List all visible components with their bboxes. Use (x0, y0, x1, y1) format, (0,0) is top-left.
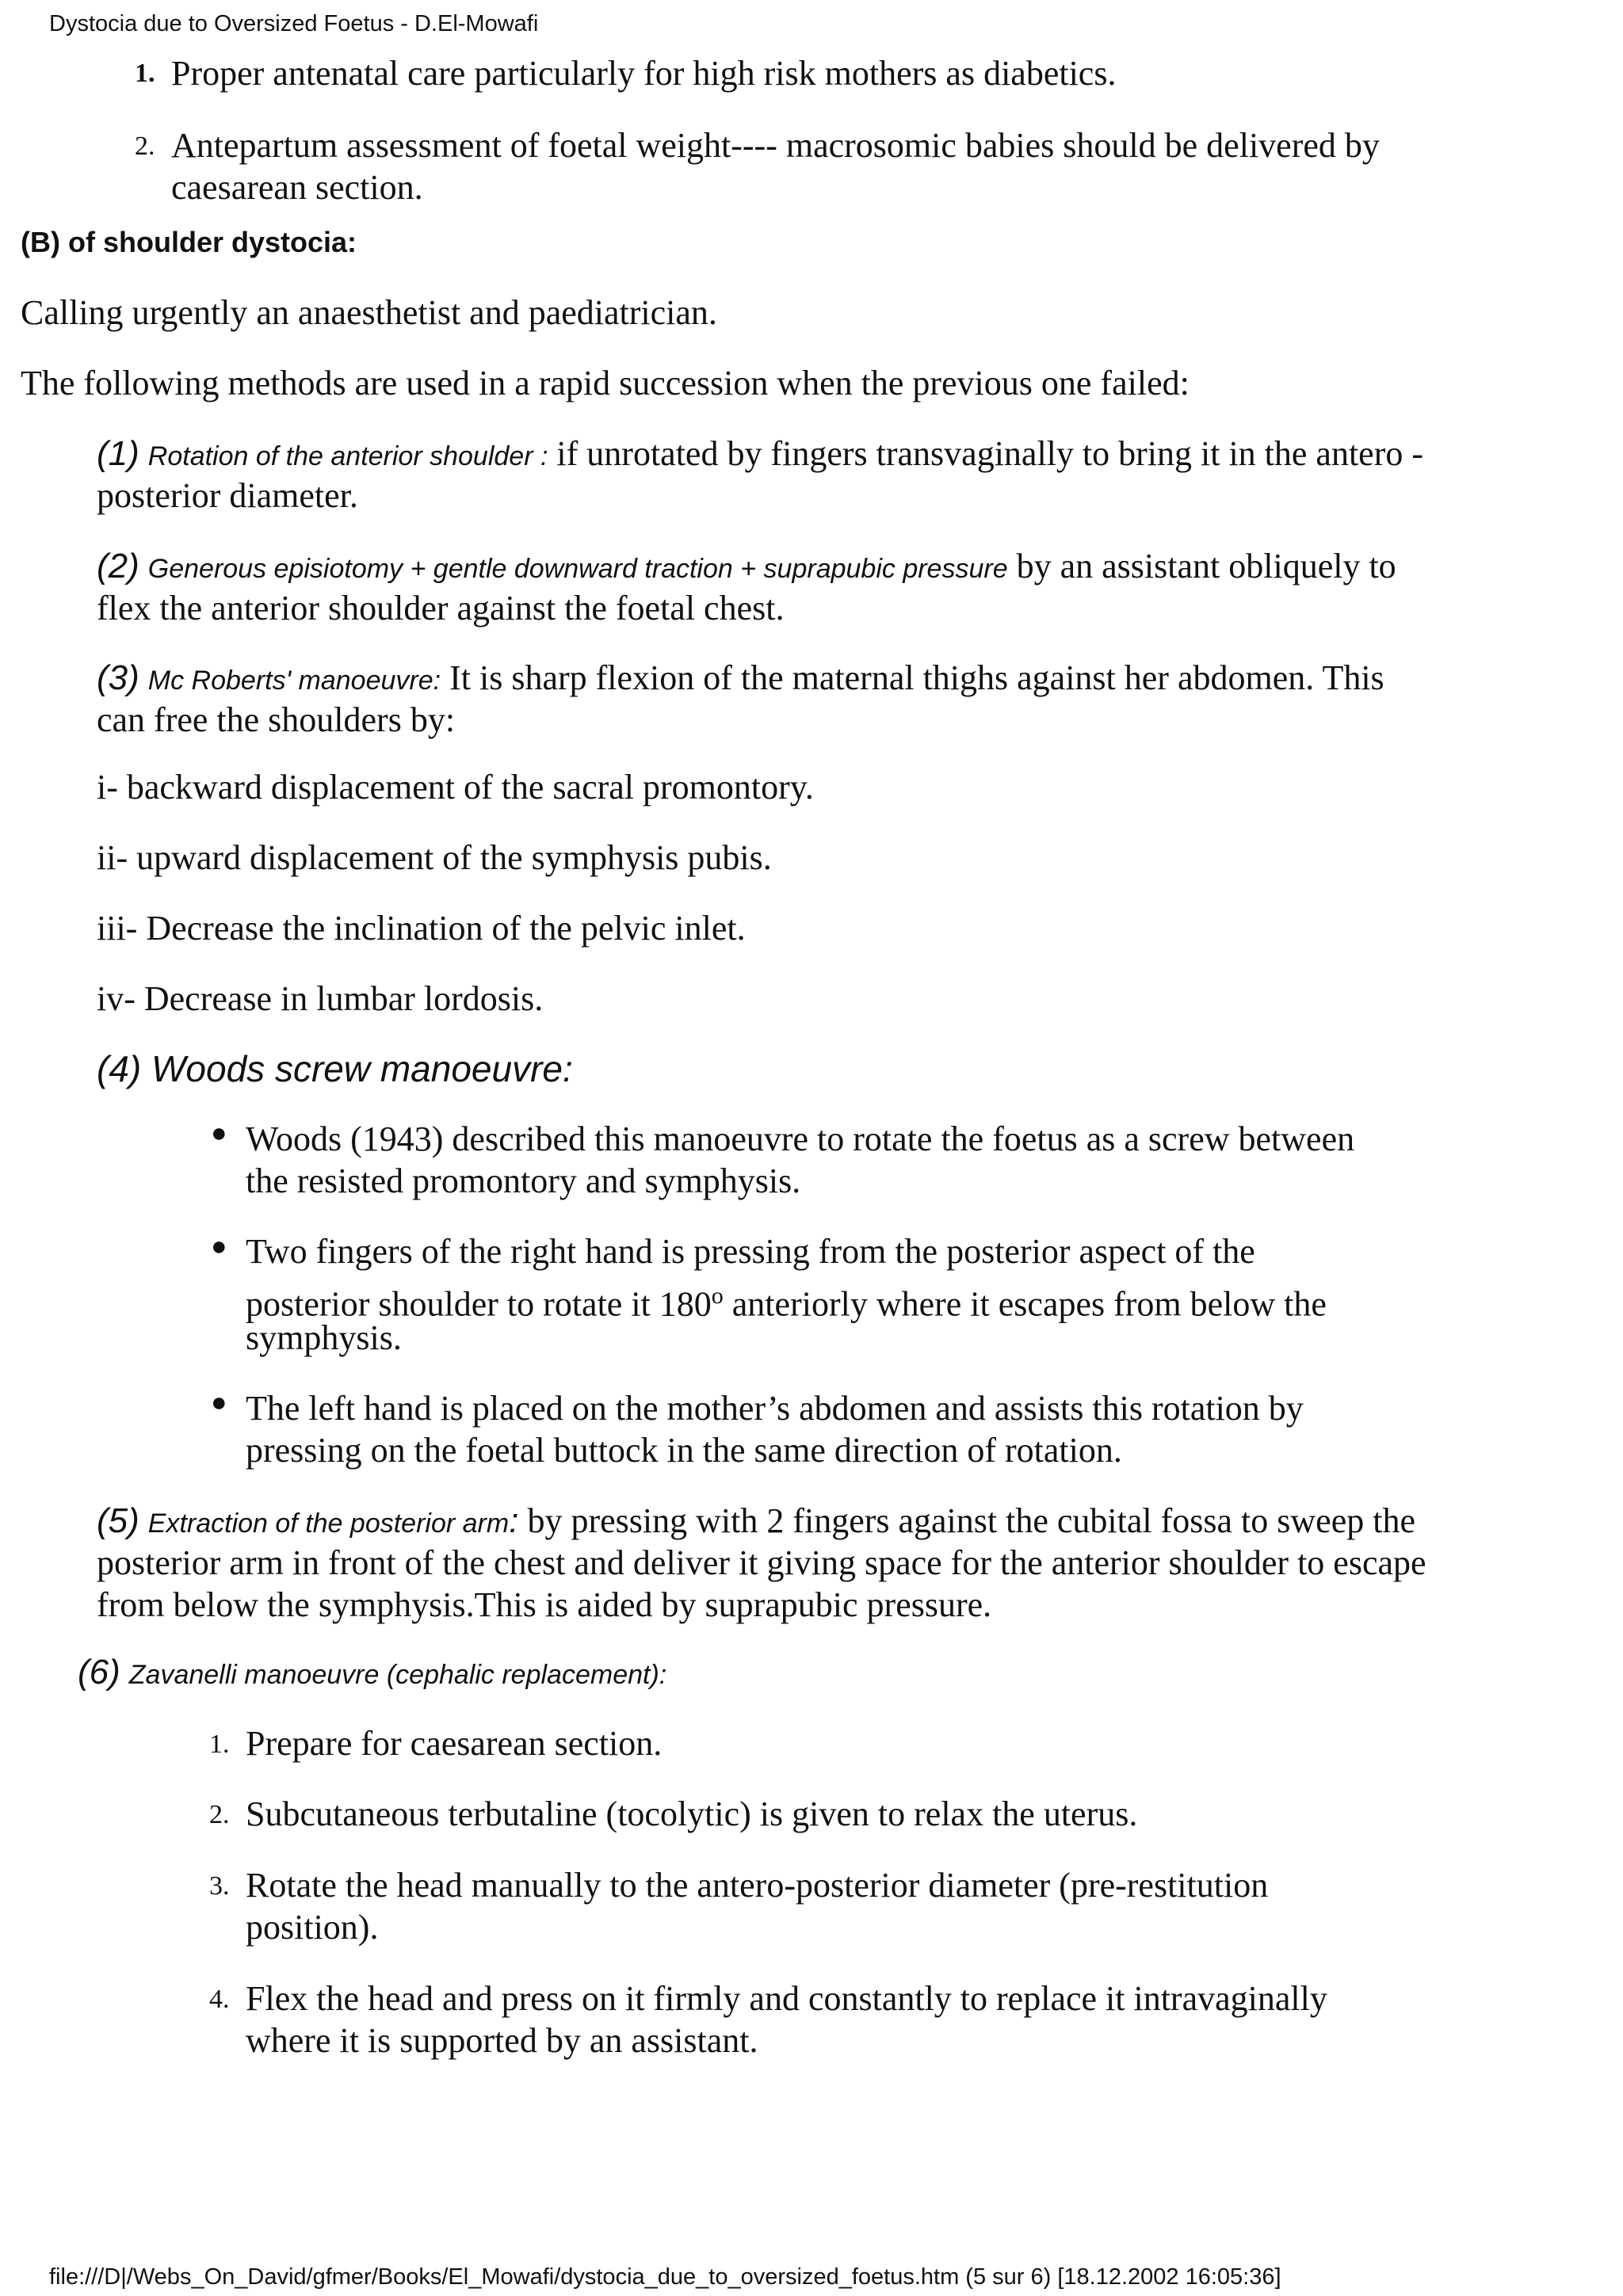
bullet-text: The left hand is placed on the mother’s abdomen and assists this rotation by (246, 1389, 1304, 1428)
list-number: 2. (135, 132, 155, 161)
bullet-text: pressing on the foetal buttock in the same direction of rotation. (246, 1431, 1122, 1470)
bullet-icon: ● (211, 1119, 227, 1148)
list-item: iv- Decrease in lumbar lordosis. (97, 979, 544, 1018)
bullet-text: symphysis. (246, 1318, 402, 1357)
method-number: (3) (97, 658, 139, 697)
method-number: (6) (78, 1653, 120, 1691)
list-item-text: Subcutaneous terbutaline (tocolytic) is given to relax the uterus. (246, 1794, 1138, 1833)
method-heading: (4) Woods screw manoeuvre: (97, 1048, 573, 1089)
paragraph: Calling urgently an anaesthetist and paediatrician. (21, 293, 717, 332)
method-colon: : (509, 1501, 519, 1540)
method-label: Zavanelli manoeuvre (cephalic replacement): (128, 1660, 667, 1690)
method-text: It is sharp flexion of the maternal thighs against her abdomen. This (441, 658, 1384, 697)
method-label: Extraction of the posterior arm (147, 1508, 510, 1539)
page-header-title: Dystocia due to Oversized Foetus - D.El-Mowafi (49, 11, 539, 36)
list-item: ii- upward displacement of the symphysis pubis. (97, 838, 772, 877)
bullet-text: the resisted promontory and symphysis. (246, 1161, 801, 1200)
list-number: 1. (209, 1730, 230, 1759)
list-item-text: Rotate the head manually to the antero-posterior diameter (pre-restitution (246, 1866, 1269, 1905)
method-text: if unrotated by fingers transvaginally to bring it in the antero - (548, 434, 1424, 473)
list-item-text: where it is supported by an assistant. (246, 2021, 758, 2060)
method-text: posterior diameter. (97, 476, 358, 515)
method-number: (5) (97, 1501, 139, 1540)
method-text: flex the anterior shoulder against the foetal chest. (97, 589, 785, 627)
method-number: (1) (97, 434, 139, 473)
list-item-text: Prepare for caesarean section. (246, 1724, 663, 1763)
method-text: from below the symphysis.This is aided by suprapubic pressure. (97, 1585, 992, 1624)
bullet-icon: ● (211, 1232, 227, 1261)
list-item-text: position). (246, 1908, 379, 1947)
list-item-text: Antepartum assessment of foetal weight---- macrosomic babies should be delivered by (171, 126, 1380, 165)
list-number: 2. (209, 1800, 230, 1829)
method-label: Rotation of the anterior shoulder : (147, 441, 548, 471)
list-item-text: caesarean section. (171, 168, 423, 207)
method-text: by pressing with 2 fingers against the cubital fossa to sweep the (518, 1501, 1415, 1540)
method-text: can free the shoulders by: (97, 700, 456, 739)
method-label: Generous episiotomy + gentle downward traction + suprapubic pressure (147, 554, 1008, 584)
list-number: 1. (135, 59, 155, 88)
bullet-text: posterior shoulder to rotate it 180 (246, 1284, 712, 1324)
method-label: Mc Roberts' manoeuvre: (147, 666, 441, 696)
bullet-icon: ● (211, 1388, 227, 1417)
section-heading: (B) of shoulder dystocia: (21, 226, 357, 258)
list-item: iii- Decrease the inclination of the pelvic inlet. (97, 909, 746, 948)
paragraph: The following methods are used in a rapid succession when the previous one failed: (21, 364, 1190, 402)
method-number: (2) (97, 547, 139, 585)
bullet-text: anteriorly where it escapes from below the (723, 1284, 1327, 1324)
list-item-text: Proper antenatal care particularly for high risk mothers as diabetics. (171, 54, 1117, 93)
degree-sup: o (711, 1283, 724, 1309)
list-number: 3. (209, 1871, 230, 1901)
list-item: i- backward displacement of the sacral promontory. (97, 768, 814, 807)
page-footer-url: file:///D|/Webs_On_David/gfmer/Books/El_Mowafi/dystocia_due_to_oversized_foetus.htm (5 sur 6) [18.12.2002 16:05:36] (49, 2264, 1281, 2290)
method-text: by an assistant obliquely to (1007, 547, 1396, 585)
bullet-text: Two fingers of the right hand is pressing from the posterior aspect of the (246, 1232, 1255, 1271)
method-text: posterior arm in front of the chest and deliver it giving space for the anterior shoulder to escape (97, 1543, 1426, 1582)
list-number: 4. (209, 1985, 230, 2014)
bullet-text: Woods (1943) described this manoeuvre to rotate the foetus as a screw between (246, 1119, 1355, 1158)
list-item-text: Flex the head and press on it firmly and constantly to replace it intravaginally (246, 1979, 1327, 2018)
